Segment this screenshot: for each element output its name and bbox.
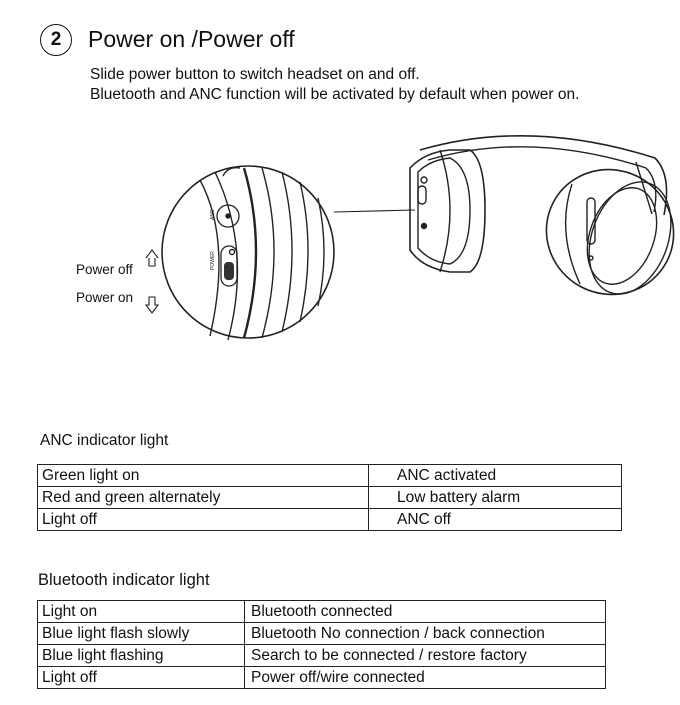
status-cell: Light off: [38, 667, 245, 689]
zoom-detail: [162, 166, 334, 340]
table-row: [38, 601, 606, 623]
headset-illustration: [0, 120, 680, 350]
status-cell: Light off: [38, 509, 369, 531]
status-cell: Blue light flash slowly: [38, 623, 245, 645]
anc-table-caption: ANC indicator light: [40, 432, 169, 449]
power-on-label: Power on: [76, 290, 134, 305]
arrow-up-icon: [146, 250, 158, 266]
meaning-cell: Search to be connected / restore factory: [245, 645, 606, 667]
table-row: [38, 509, 622, 531]
table-row: [38, 645, 606, 667]
meaning-cell: Bluetooth connected: [245, 601, 606, 623]
meaning-cell: ANC activated: [369, 465, 622, 487]
step-number-badge: [40, 24, 72, 56]
meaning-cell: Bluetooth No connection / back connection: [245, 623, 606, 645]
intro-line-1: Slide power button to switch headset on and off.: [90, 66, 420, 83]
anc-button-label: ANC: [210, 209, 216, 220]
bluetooth-indicator-table: [37, 600, 606, 689]
step-number: 2: [50, 29, 62, 50]
status-cell: Blue light flashing: [38, 645, 245, 667]
status-cell: Red and green alternately: [38, 487, 369, 509]
table-row: [38, 623, 606, 645]
headset-drawing: [410, 136, 680, 317]
bluetooth-table-caption: Bluetooth indicator light: [38, 571, 210, 589]
arrow-down-icon: [146, 297, 158, 313]
meaning-cell: ANC off: [369, 509, 622, 531]
anc-indicator-table: [37, 464, 622, 531]
status-cell: Light on: [38, 601, 245, 623]
meaning-cell: Low battery alarm: [369, 487, 622, 509]
intro-line-2: Bluetooth and ANC function will be activated by default when power on.: [90, 86, 580, 103]
table-row: [38, 487, 622, 509]
section-title: Power on /Power off: [88, 26, 295, 52]
status-cell: Green light on: [38, 465, 369, 487]
table-row: [38, 465, 622, 487]
power-off-label: Power off: [76, 262, 133, 277]
meaning-cell: Power off/wire connected: [245, 667, 606, 689]
power-switch-label: POWER: [210, 251, 216, 270]
table-row: [38, 667, 606, 689]
